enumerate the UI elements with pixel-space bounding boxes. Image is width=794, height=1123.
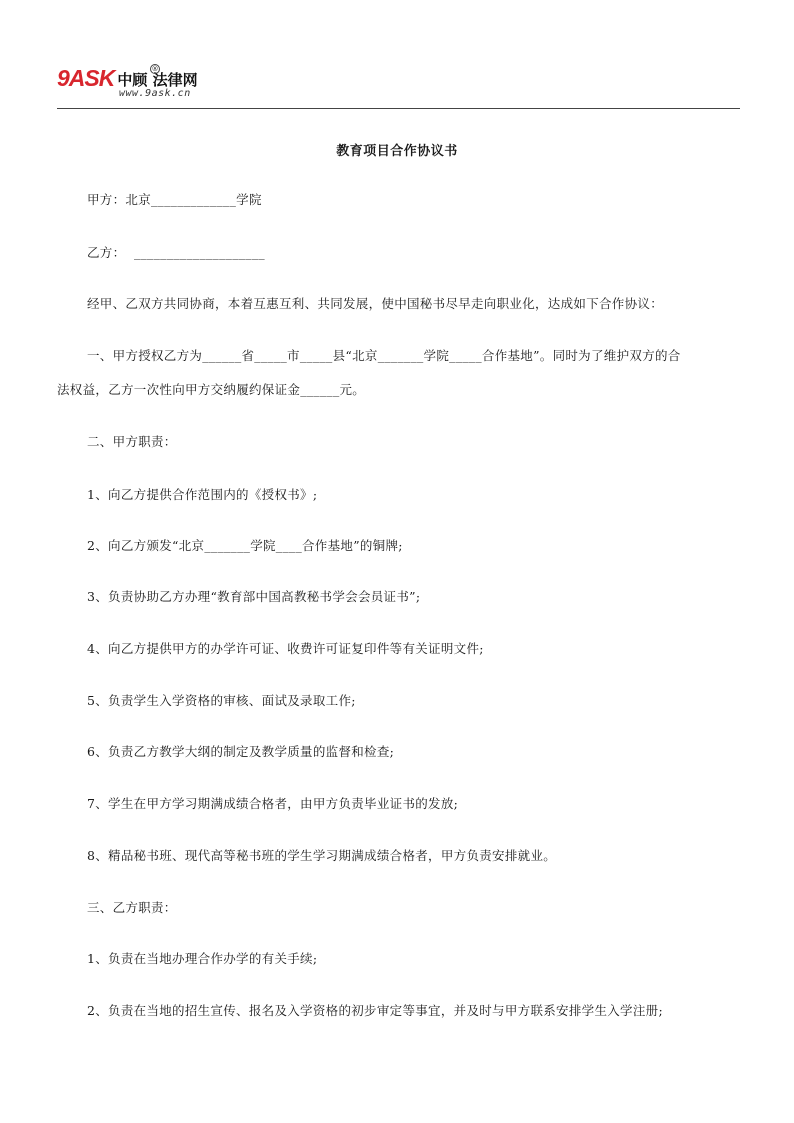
section-heading: 三、乙方职责：	[87, 900, 177, 915]
list-item: 2、负责在当地的招生宣传、报名及入学资格的初步审定等事宜，并及时与甲方联系安排学生入学注册;	[87, 1003, 663, 1018]
party-b-line: 乙方： ____________________	[87, 245, 265, 260]
registered-icon: ®	[151, 65, 159, 73]
header-divider	[57, 108, 740, 109]
list-item: 4、向乙方提供甲方的办学许可证、收费许可证复印件等有关证明文件;	[87, 641, 484, 656]
logo-mark: 9ASK	[57, 65, 115, 91]
list-item: 5、负责学生入学资格的审核、面试及录取工作;	[87, 693, 356, 708]
list-item: 1、负责在当地办理合作办学的有关手续;	[87, 951, 318, 966]
list-item: 7、学生在甲方学习期满成绩合格者，由甲方负责毕业证书的发放;	[87, 796, 459, 811]
list-item: 3、负责协助乙方办理“教育部中国高教秘书学会会员证书”;	[87, 589, 421, 604]
party-a-line: 甲方：北京_____________学院	[87, 192, 262, 207]
preamble: 经甲、乙双方共同协商，本着互惠互利、共同发展，使中国秘书尽早走向职业化，达成如下合作协议：	[87, 296, 664, 311]
clause-1-line-1: 一、甲方授权乙方为______省_____市_____县“北京_______学院_____合作基地”。同时为了维护双方的合	[87, 348, 681, 363]
logo-name: 中顾 法律网	[117, 71, 198, 89]
section-heading: 二、甲方职责：	[87, 434, 177, 449]
list-item: 8、精品秘书班、现代高等秘书班的学生学习期满成绩合格者，甲方负责安排就业。	[87, 848, 557, 863]
document-title: 教育项目合作协议书	[336, 144, 458, 159]
list-item: 2、向乙方颁发“北京_______学院____合作基地”的铜牌;	[87, 538, 403, 553]
list-item: 1、向乙方提供合作范围内的《授权书》;	[87, 487, 318, 502]
site-logo[interactable]	[57, 64, 227, 104]
list-item: 6、负责乙方教学大纲的制定及教学质量的监督和检查;	[87, 744, 395, 759]
logo-url: www.9ask.cn	[119, 88, 191, 99]
clause-1-line-2: 法权益，乙方一次性向甲方交纳履约保证金______元。	[57, 382, 366, 397]
